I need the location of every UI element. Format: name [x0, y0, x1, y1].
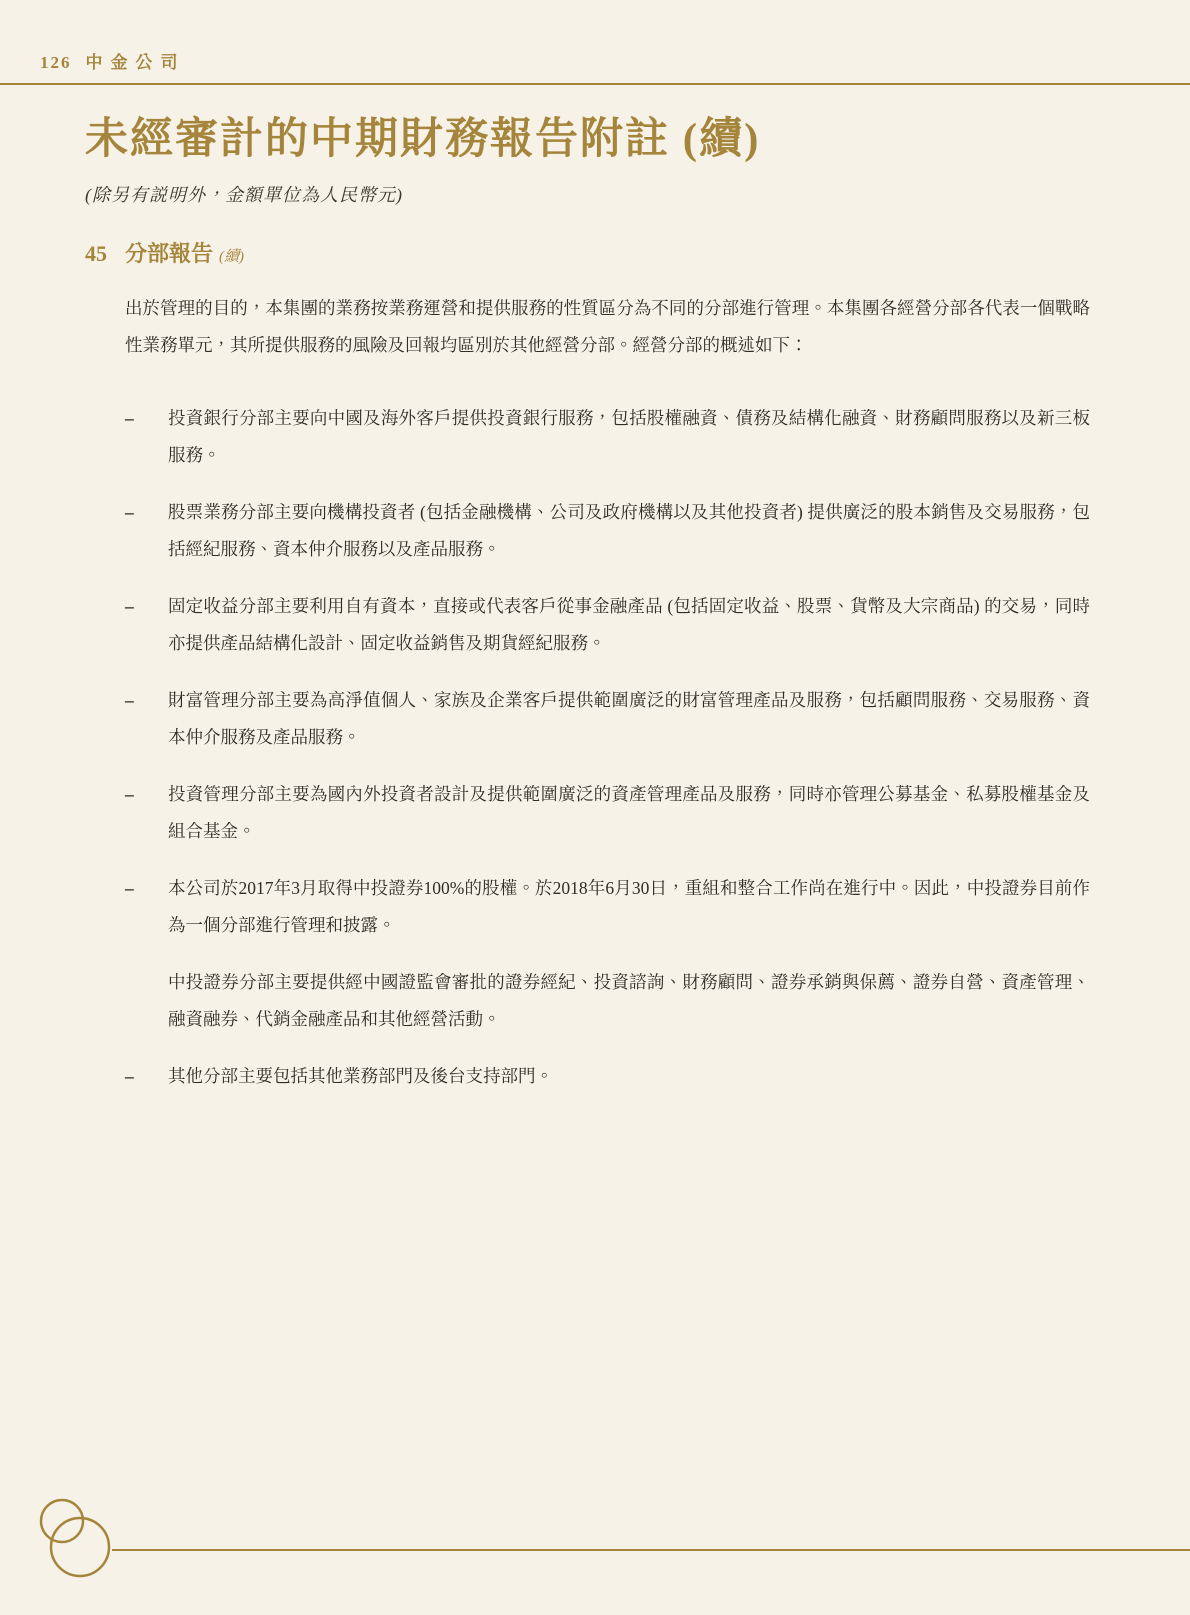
footer-rule-line	[112, 1549, 1190, 1551]
footer-circles-graphic	[0, 1485, 1190, 1615]
bullet-item-investment-banking	[125, 400, 1090, 474]
cisc-continuation-paragraph: 中投證券分部主要提供經中國證監會審批的證券經紀、投資諮詢、財務顧問、證券承銷與保薦、證券自營、資產管理、融資融券、代銷金融產品和其他經營活動。	[168, 971, 1090, 1029]
bullet-dash: –	[125, 407, 134, 428]
bullet-item-investment-management	[125, 776, 1090, 850]
section-number: 45	[85, 240, 107, 266]
bullet-dash: –	[125, 783, 134, 804]
bullet-dash: –	[125, 501, 134, 522]
bullet-item-equities	[125, 494, 1090, 568]
company-name: 中金公司	[85, 53, 186, 72]
small-circle	[41, 1500, 83, 1542]
main-content	[0, 85, 1190, 1095]
bullet-item-cisc	[125, 870, 1090, 944]
bullet-dash: –	[125, 595, 134, 616]
bullet-text: 投資銀行分部主要向中國及海外客戶提供投資銀行服務，包括股權融資、債務及結構化融資、財務顧問服務以及新三板服務。	[168, 407, 1090, 465]
bullet-dash: –	[125, 1065, 134, 1086]
bullet-dash: –	[125, 689, 134, 710]
page-header	[0, 0, 1190, 85]
bullet-text: 固定收益分部主要利用自有資本，直接或代表客戶從事金融產品 (包括固定收益、股票、貨幣及大宗商品) 的交易，同時亦提供產品結構化設計、固定收益銷售及期貨經紀服務。	[168, 595, 1090, 653]
bullet-dash: –	[125, 877, 134, 898]
bullet-text: 財富管理分部主要為高淨值個人、家族及企業客戶提供範圍廣泛的財富管理產品及服務，包括顧問服務、交易服務、資本仲介服務及產品服務。	[168, 689, 1090, 747]
bullet-text: 股票業務分部主要向機構投資者 (包括金融機構、公司及政府機構以及其他投資者) 提供廣泛的股本銷售及交易服務，包括經紀服務、資本仲介服務以及產品服務。	[168, 501, 1090, 559]
intro-paragraph: 出於管理的目的，本集團的業務按業務運營和提供服務的性質區分為不同的分部進行管理。本集團各經營分部各代表一個戰略性業務單元，其所提供服務的風險及回報均區別於其他經營分部。經營分部的概述如下：	[125, 297, 1090, 355]
section-body	[125, 290, 1090, 1095]
footer-decoration	[0, 1485, 1190, 1615]
bullet-item-others	[125, 1058, 1090, 1095]
page-title: 未經審計的中期財務報告附註 (續)	[85, 116, 761, 163]
bullet-text: 本公司於2017年3月取得中投證券100%的股權。於2018年6月30日，重組和整合工作尚在進行中。因此，中投證券目前作為一個分部進行管理和披露。	[168, 877, 1090, 935]
currency-note: (除另有説明外，金額單位為人民幣元)	[85, 184, 403, 205]
large-circle	[51, 1518, 109, 1576]
bullet-text: 其他分部主要包括其他業務部門及後台支持部門。	[168, 1065, 553, 1086]
page-number: 126	[40, 53, 72, 72]
section-continued-label: (續)	[219, 248, 245, 265]
section-title: 分部報告	[125, 240, 214, 266]
bullet-text: 投資管理分部主要為國內外投資者設計及提供範圍廣泛的資產管理產品及服務，同時亦管理公募基金、私募股權基金及組合基金。	[168, 783, 1090, 841]
bullet-item-wealth-management	[125, 682, 1090, 756]
section-heading	[85, 237, 1090, 268]
bullet-item-fixed-income	[125, 588, 1090, 662]
